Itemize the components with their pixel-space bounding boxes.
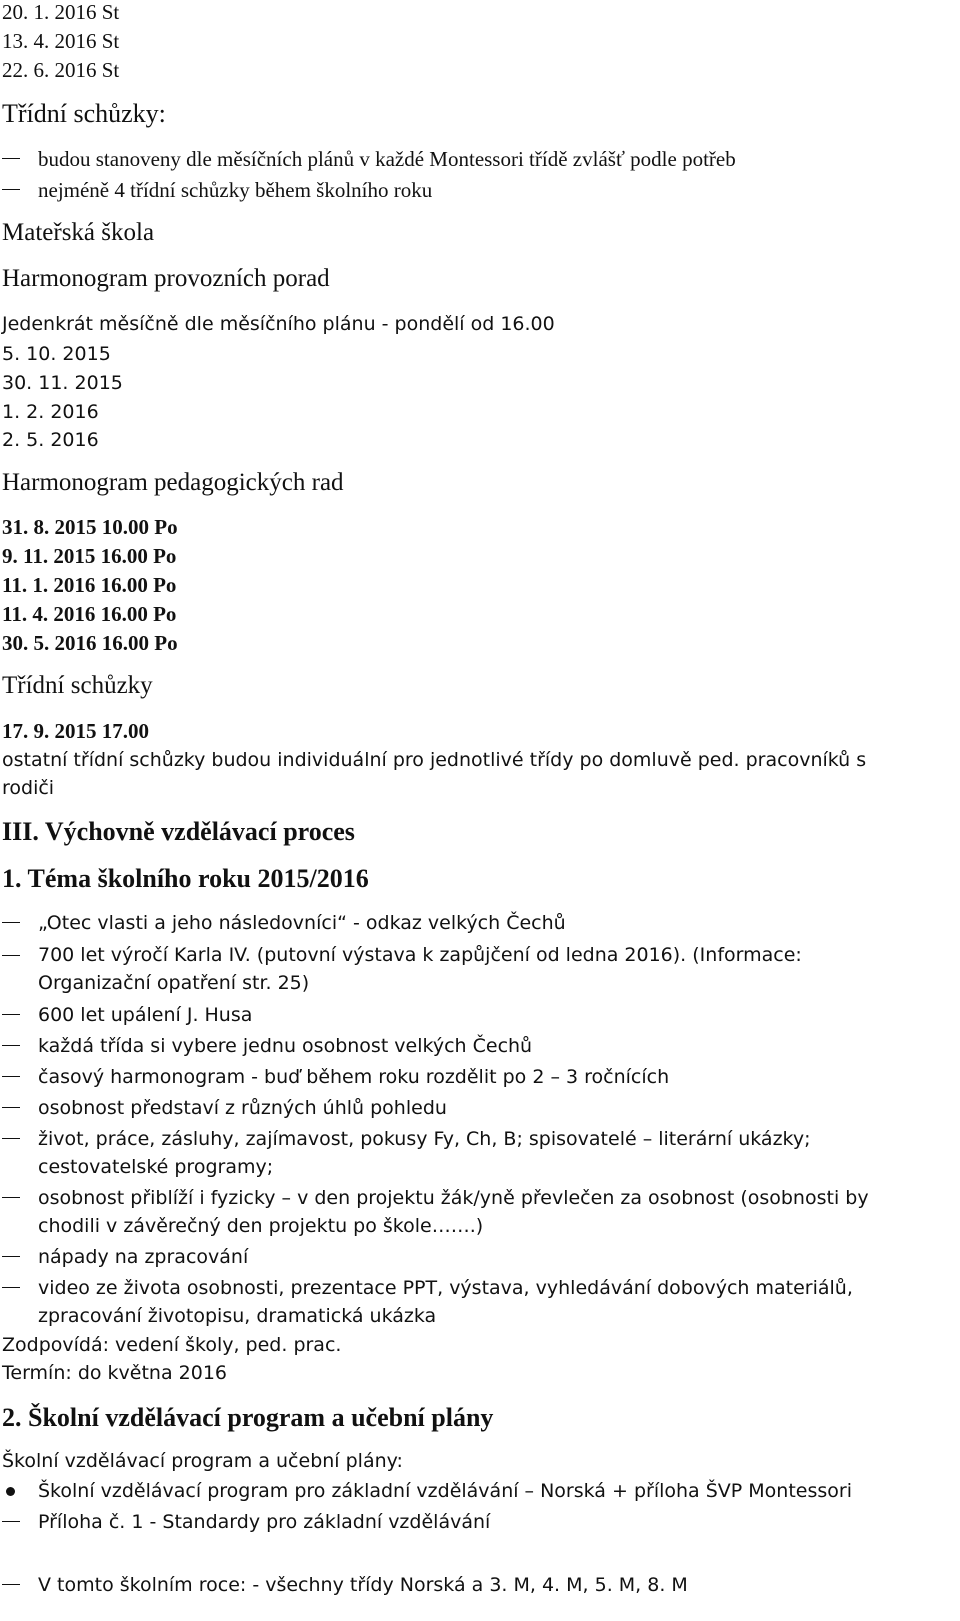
date-line: 20. 1. 2016 St xyxy=(2,0,120,24)
list-item: nápady na zpracování xyxy=(38,1246,249,1268)
list-item-continuation: zpracování životopisu, dramatická ukázka xyxy=(38,1305,437,1327)
date-line: 17. 9. 2015 17.00 xyxy=(2,719,149,743)
section-heading: Třídní schůzky: xyxy=(2,99,166,128)
dash-marker xyxy=(2,1076,20,1077)
list-item: Školní vzdělávací program pro základní vzdělávání – Norská + příloha ŠVP Montessori xyxy=(38,1480,852,1502)
list-item: „Otec vlasti a jeho následovníci“ - odkaz velkých Čechů xyxy=(38,912,566,934)
dash-marker xyxy=(2,1584,20,1585)
dash-marker xyxy=(2,1256,20,1257)
paragraph: Jedenkrát měsíčně dle měsíčního plánu - pondělí od 16.00 xyxy=(2,313,555,335)
date-line: 11. 4. 2016 16.00 Po xyxy=(2,602,177,626)
dash-marker xyxy=(2,1197,20,1198)
dash-marker xyxy=(2,1521,20,1522)
list-item: 700 let výročí Karla IV. (putovní výstava k zapůjčení od ledna 2016). (Informace: xyxy=(38,944,802,966)
dash-marker xyxy=(2,1045,20,1046)
date-line: 9. 11. 2015 16.00 Po xyxy=(2,544,177,568)
dash-marker xyxy=(2,1287,20,1288)
list-item: video ze života osobnosti, prezentace PPT, výstava, vyhledávání dobových materiálů, xyxy=(38,1277,853,1299)
section-heading: III. Výchovně vzdělávací proces xyxy=(2,817,355,846)
list-item: osobnost představí z různých úhlů pohledu xyxy=(38,1097,447,1119)
paragraph: rodiči xyxy=(2,777,55,799)
dash-marker xyxy=(2,1107,20,1108)
list-item-continuation: cestovatelské programy; xyxy=(38,1156,274,1178)
section-heading: Harmonogram pedagogických rad xyxy=(2,469,344,496)
section-heading: 1. Téma školního roku 2015/2016 xyxy=(2,864,369,893)
date-line: 30. 11. 2015 xyxy=(2,372,123,394)
date-line: 1. 2. 2016 xyxy=(2,401,99,423)
list-item: 600 let upálení J. Husa xyxy=(38,1004,253,1026)
bullet-marker xyxy=(6,1487,15,1496)
list-item: Příloha č. 1 - Standardy pro základní vzdělávání xyxy=(38,1511,491,1533)
dash-marker xyxy=(2,189,20,190)
dash-marker xyxy=(2,1014,20,1015)
date-line: 13. 4. 2016 St xyxy=(2,29,120,53)
dash-marker xyxy=(2,922,20,923)
date-line: 2. 5. 2016 xyxy=(2,429,99,451)
dash-marker xyxy=(2,1138,20,1139)
section-heading: Mateřská škola xyxy=(2,219,155,246)
list-item-continuation: chodili v závěrečný den projektu po škole…….) xyxy=(38,1215,484,1237)
list-item: nejméně 4 třídní schůzky během školního roku xyxy=(38,178,433,202)
dash-marker xyxy=(2,955,20,956)
list-item: život, práce, zásluhy, zajímavost, pokusy Fy, Ch, B; spisovatelé – literární ukázky; xyxy=(38,1128,811,1150)
date-line: 30. 5. 2016 16.00 Po xyxy=(2,631,178,655)
date-line: 22. 6. 2016 St xyxy=(2,58,120,82)
paragraph: ostatní třídní schůzky budou individuální pro jednotlivé třídy po domluvě ped. pracovníků s xyxy=(2,749,867,771)
list-item: každá třída si vybere jednu osobnost velkých Čechů xyxy=(38,1035,533,1057)
section-heading: Třídní schůzky xyxy=(2,672,153,699)
dash-marker xyxy=(2,158,20,159)
list-item: časový harmonogram - buď během roku rozdělit po 2 – 3 ročnících xyxy=(38,1066,670,1088)
list-item: osobnost přiblíží i fyzicky – v den projektu žák/yně převlečen za osobnost (osobnosti by xyxy=(38,1187,869,1209)
list-item-continuation: Organizační opatření str. 25) xyxy=(38,972,310,994)
section-heading: 2. Školní vzdělávací program a učební plány xyxy=(2,1403,494,1432)
list-item: budou stanoveny dle měsíčních plánů v každé Montessori třídě zvlášť podle potřeb xyxy=(38,147,736,171)
paragraph: Školní vzdělávací program a učební plány: xyxy=(2,1450,403,1472)
date-line: 31. 8. 2015 10.00 Po xyxy=(2,515,178,539)
list-item: V tomto školním roce: - všechny třídy Norská a 3. M, 4. M, 5. M, 8. M xyxy=(38,1574,688,1596)
section-heading: Harmonogram provozních porad xyxy=(2,265,330,292)
deadline-line: Termín: do května 2016 xyxy=(2,1362,228,1384)
responsible-line: Zodpovídá: vedení školy, ped. prac. xyxy=(2,1334,342,1356)
date-line: 11. 1. 2016 16.00 Po xyxy=(2,573,177,597)
date-line: 5. 10. 2015 xyxy=(2,343,111,365)
